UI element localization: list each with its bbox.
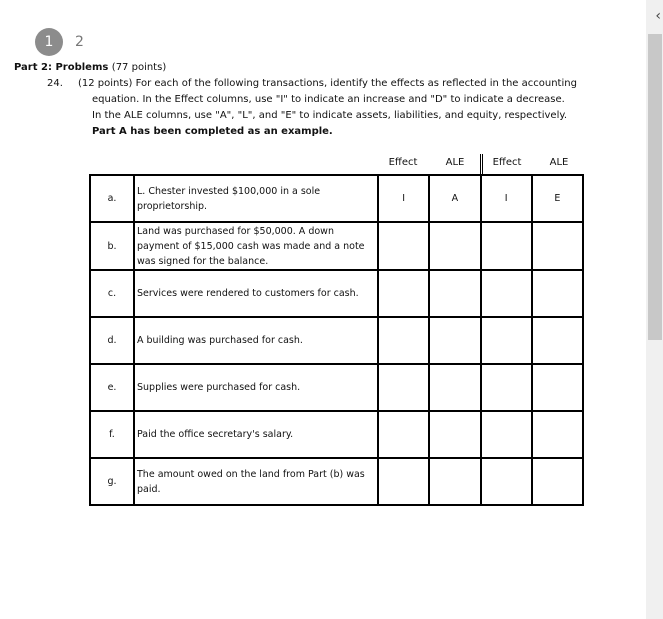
row-description: Paid the office secretary's salary.	[134, 411, 378, 458]
effect-cell-2[interactable]	[481, 411, 532, 458]
effect-cell-2[interactable]	[481, 222, 532, 270]
row-letter: f.	[90, 411, 134, 458]
question-text-line-1: (12 points) For each of the following transactions, identify the effects as reflected in the accounting	[78, 78, 577, 89]
page-2-button[interactable]: 2	[75, 34, 84, 50]
ale-cell-1[interactable]	[429, 411, 480, 458]
section-heading	[14, 62, 166, 73]
effect-cell-2[interactable]: I	[481, 175, 532, 222]
effect-cell-1[interactable]	[378, 317, 429, 364]
row-description: The amount owed on the land from Part (b) was paid.	[134, 458, 378, 505]
effect-cell-2[interactable]	[481, 364, 532, 411]
section-title: Part 2: Problems	[14, 62, 109, 73]
effect-cell-2[interactable]	[481, 458, 532, 505]
column-header-ale-1: ALE	[445, 157, 465, 168]
row-letter: e.	[90, 364, 134, 411]
table-row	[90, 364, 583, 411]
ale-cell-2[interactable]	[532, 317, 583, 364]
question-text-line-2: equation. In the Effect columns, use "I" to indicate an increase and "D" to indicate a decrease.	[92, 94, 565, 105]
ale-cell-1[interactable]	[429, 458, 480, 505]
row-description: A building was purchased for cash.	[134, 317, 378, 364]
effect-cell-2[interactable]	[481, 270, 532, 317]
table-row	[90, 222, 583, 270]
table-row	[90, 175, 583, 222]
table-row	[90, 317, 583, 364]
column-header-ale-2: ALE	[549, 157, 569, 168]
ale-cell-1[interactable]	[429, 317, 480, 364]
section-points: (77 points)	[111, 62, 167, 73]
chevron-up-icon[interactable]: ‹	[655, 8, 661, 24]
table-row	[90, 270, 583, 317]
ale-cell-1[interactable]	[429, 364, 480, 411]
row-description: L. Chester invested $100,000 in a sole proprietorship.	[134, 175, 378, 222]
effect-cell-1[interactable]: I	[378, 175, 429, 222]
effect-cell-2[interactable]	[481, 317, 532, 364]
table-row	[90, 411, 583, 458]
column-divider	[480, 154, 483, 174]
row-letter: c.	[90, 270, 134, 317]
row-description: Supplies were purchased for cash.	[134, 364, 378, 411]
transactions-table	[89, 174, 584, 506]
row-letter: a.	[90, 175, 134, 222]
row-letter: d.	[90, 317, 134, 364]
ale-cell-2[interactable]	[532, 458, 583, 505]
effect-cell-1[interactable]	[378, 270, 429, 317]
effect-cell-1[interactable]	[378, 411, 429, 458]
effect-cell-1[interactable]	[378, 364, 429, 411]
row-description: Land was purchased for $50,000. A down payment of $15,000 cash was made and a note was signed for the balance.	[134, 222, 378, 270]
column-header-effect-1: Effect	[388, 157, 418, 168]
page-1-button[interactable]: 1	[35, 28, 63, 56]
ale-cell-2[interactable]	[532, 270, 583, 317]
ale-cell-2[interactable]: E	[532, 175, 583, 222]
effect-cell-1[interactable]	[378, 222, 429, 270]
ale-cell-1[interactable]	[429, 270, 480, 317]
ale-cell-2[interactable]	[532, 222, 583, 270]
row-letter: g.	[90, 458, 134, 505]
question-example-note: Part A has been completed as an example.	[92, 126, 333, 137]
table-row	[90, 458, 583, 505]
question-number: 24.	[47, 78, 63, 89]
ale-cell-2[interactable]	[532, 364, 583, 411]
vertical-scrollbar[interactable]	[646, 0, 663, 619]
question-text-line-3: In the ALE columns, use "A", "L", and "E" to indicate assets, liabilities, and equity, respectively.	[92, 110, 568, 121]
column-header-effect-2: Effect	[492, 157, 522, 168]
scroll-thumb[interactable]	[648, 34, 662, 340]
effect-cell-1[interactable]	[378, 458, 429, 505]
ale-cell-1[interactable]: A	[429, 175, 480, 222]
row-letter: b.	[90, 222, 134, 270]
ale-cell-1[interactable]	[429, 222, 480, 270]
row-description: Services were rendered to customers for cash.	[134, 270, 378, 317]
ale-cell-2[interactable]	[532, 411, 583, 458]
